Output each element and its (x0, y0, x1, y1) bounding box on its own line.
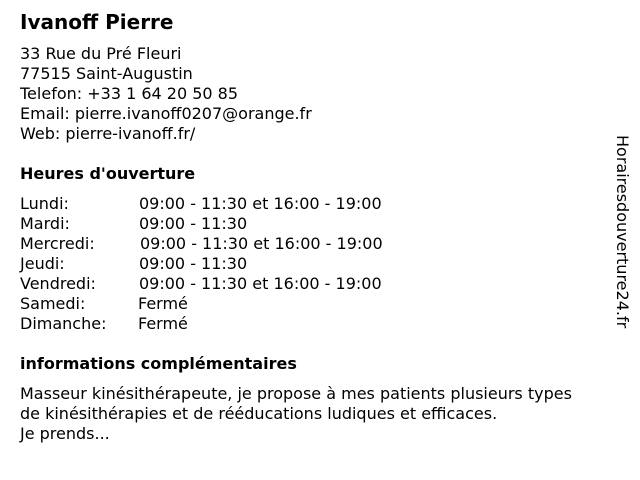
hours-row-mardi (20, 214, 440, 234)
description-line: Je prends... (20, 424, 110, 443)
additional-info-heading: informations complémentaires (20, 354, 297, 373)
time-value: 09:00 - 11:30 (139, 214, 248, 233)
day-label: Samedi: (20, 294, 86, 313)
day-label: Lundi: (20, 194, 69, 213)
phone-number: Telefon: +33 1 64 20 50 85 (20, 84, 239, 103)
time-value: Fermé (138, 314, 188, 333)
time-value: 09:00 - 11:30 (139, 254, 248, 273)
time-value: 09:00 - 11:30 et 16:00 - 19:00 (139, 194, 382, 213)
time-value: 09:00 - 11:30 et 16:00 - 19:00 (140, 234, 383, 253)
hours-row-dimanche (20, 314, 440, 334)
additional-info-text (20, 384, 620, 444)
business-name: Ivanoff Pierre (20, 10, 174, 34)
day-label: Mardi: (20, 214, 70, 233)
hours-row-mercredi (20, 234, 440, 254)
hours-row-jeudi (20, 254, 440, 274)
description-line: de kinésithérapies et de rééducations ludiques et efficaces. (20, 404, 498, 423)
opening-hours-table (20, 194, 440, 334)
email-address: Email: pierre.ivanoff0207@orange.fr (20, 104, 312, 123)
opening-hours-heading: Heures d'ouverture (20, 164, 196, 183)
day-label: Vendredi: (20, 274, 96, 293)
address-street: 33 Rue du Pré Fleuri (20, 44, 182, 63)
day-label: Jeudi: (20, 254, 65, 273)
site-watermark: Horairesdouverture24.fr (613, 135, 632, 329)
time-value: Fermé (138, 294, 188, 313)
hours-row-vendredi (20, 274, 440, 294)
address-city: 77515 Saint-Augustin (20, 64, 193, 83)
day-label: Mercredi: (20, 234, 95, 253)
hours-row-samedi (20, 294, 440, 314)
hours-row-lundi (20, 194, 440, 214)
time-value: 09:00 - 11:30 et 16:00 - 19:00 (139, 274, 382, 293)
website: Web: pierre-ivanoff.fr/ (20, 124, 196, 143)
day-label: Dimanche: (20, 314, 107, 333)
contact-block (20, 44, 312, 144)
description-line: Masseur kinésithérapeute, je propose à mes patients plusieurs types (20, 384, 572, 403)
